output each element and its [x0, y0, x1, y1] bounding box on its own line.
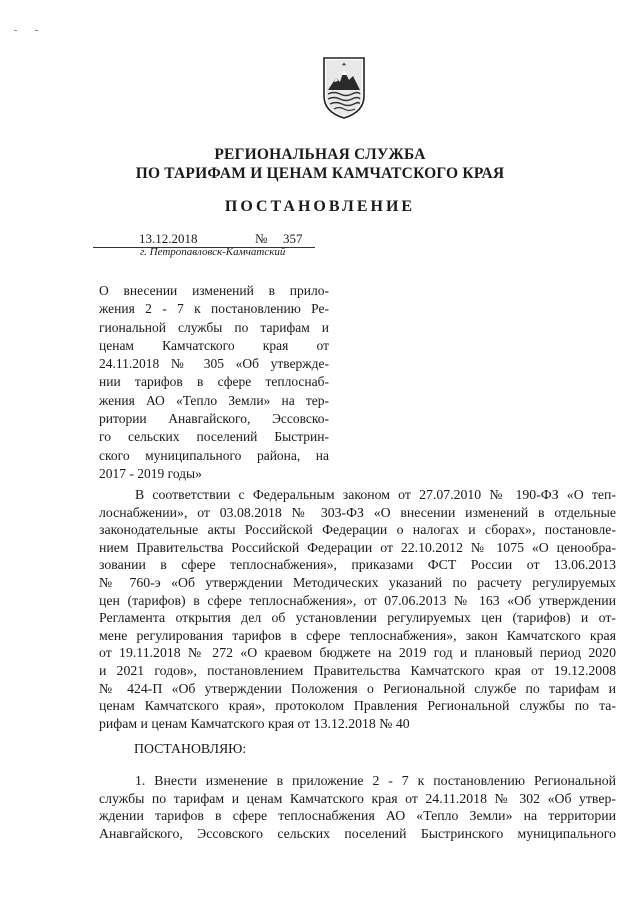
item-1-paragraph [99, 772, 616, 842]
organization-name-line-2: ПО ТАРИФАМ И ЦЕНАМ КАМЧАТСКОГО КРАЯ [135, 165, 505, 182]
subject-line: нии тарифов в сфере теплоснаб- [99, 374, 329, 390]
item-1-line: Анавгайского, Эссовского сельских поселений Быстринского муниципального [99, 825, 616, 841]
preamble-line: рифам и ценам Камчатского края от 13.12.2018 № 40 [99, 715, 410, 731]
subject-line: О внесении изменений в прило- [99, 283, 329, 298]
scan-mark [35, 30, 38, 31]
preamble-line: от 19.11.2018 № 272 «О краевом бюджете на 2019 год и плановый период 2020 [99, 645, 616, 661]
number-sign: № [255, 231, 268, 246]
preamble-line: цен (тарифов) в сфере теплоснабжения», от 07.06.2013 № 163 «Об утверждении [99, 592, 616, 608]
preamble-paragraph [99, 486, 616, 732]
preamble-line: № 424-П «Об утверждении Положения о Региональной службе по тарифам и [99, 680, 616, 696]
document-city: г. Петропавловск-Камчатский [140, 246, 286, 258]
subject-line: гиональной службы по тарифам и [99, 319, 329, 335]
preamble-line: зовании в сфере теплоснабжения», приказами ФСТ России от 13.06.2013 [99, 557, 616, 573]
coat-of-arms-emblem [322, 56, 366, 120]
document-date: 13.12.2018 [139, 231, 198, 246]
subject-line: жения АО «Тепло Земли» на тер- [99, 392, 329, 408]
preamble-line: ценам Камчатского края», протоколом Правления Региональной службы по та- [99, 698, 616, 714]
preamble-line: В соответствии с Федеральным законом от 27.07.2010 № 190-ФЗ «О теп- [135, 487, 616, 502]
item-1-line: 1. Внести изменение в приложение 2 - 7 к постановлению Региональной [135, 773, 616, 788]
preamble-line: Регламента открытия дел об установлении регулируемых цен (тарифов) и от- [99, 610, 616, 626]
preamble-line: мене регулирования тарифов в сфере теплоснабжения», закон Камчатского края [99, 627, 616, 643]
subject-line: го сельских поселений Быстрин- [99, 429, 329, 445]
decree-word: ПОСТАНОВЛЯЮ: [134, 741, 247, 756]
preamble-line: нием Правительства Российской Федерации от 22.10.2012 № 1075 «О ценообра- [99, 539, 616, 555]
subject-line: жения 2 - 7 к постановлению Ре- [99, 301, 329, 317]
document-subject [99, 282, 329, 483]
item-1-line: службы по тарифам и ценам Камчатского края от 24.11.2018 № 302 «Об утвер- [99, 790, 616, 806]
subject-line: 24.11.2018 № 305 «Об утвержде- [99, 356, 329, 372]
subject-line: ценам Камчатского края от [99, 337, 329, 353]
subject-line: ского муниципального района, на [99, 447, 329, 463]
organization-name-line-1: РЕГИОНАЛЬНАЯ СЛУЖБА [214, 146, 426, 163]
scan-mark [14, 30, 17, 31]
preamble-line: № 760-э «Об утверждении Методических указаний по расчету регулируемых [99, 574, 616, 590]
document-number: 357 [283, 231, 303, 246]
preamble-line: лоснабжении», от 03.08.2018 № 303-ФЗ «О внесении изменений в отдельные [99, 504, 616, 520]
document-type-title: ПОСТАНОВЛЕНИЕ [224, 198, 416, 215]
subject-line: ритории Анавгайского, Эссовско- [99, 411, 329, 427]
preamble-line: законодательные акты Российской Федерации о налогах и сборах», постановле- [99, 522, 616, 538]
subject-line: 2017 - 2019 годы» [99, 465, 202, 481]
item-1-line: ждении тарифов в сфере теплоснабжения АО «Тепло Земли» на территории [99, 808, 616, 824]
preamble-line: и 2021 годов», постановлением Правительства Камчатского края от 19.12.2008 [99, 662, 616, 678]
